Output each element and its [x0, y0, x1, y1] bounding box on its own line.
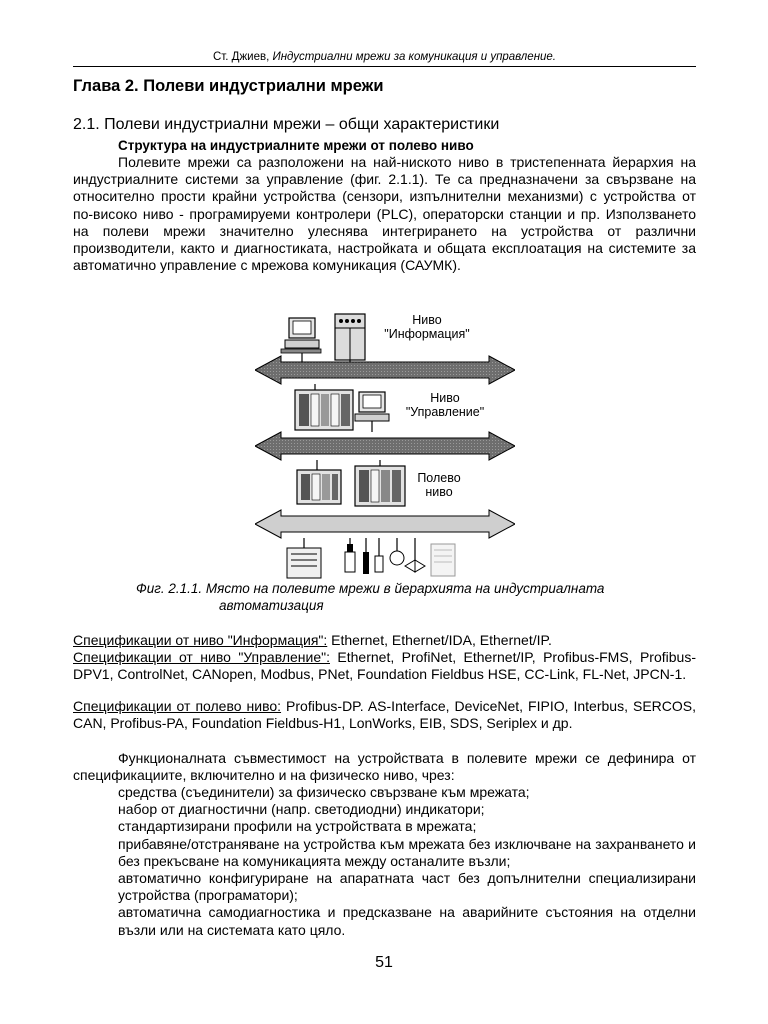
network-hierarchy-figure	[255, 308, 515, 580]
caption-line1: Фиг. 2.1.1. Място на полевите мрежи в йерархията на индустриалната	[136, 581, 605, 596]
header-book-title: Индустриални мрежи за комуникация и управление.	[272, 51, 557, 63]
list-item: прибавяне/отстраняване на устройства към мрежата без изключване на захранването и без прекъсване на комуникацията между останалите възли;	[118, 835, 696, 869]
section-title: 2.1. Полеви индустриални мрежи – общи характеристики	[73, 116, 500, 133]
spec-info-label: Спецификации от ниво "Информация":	[73, 632, 328, 648]
list-item: стандартизирани профили на устройствата в мрежата;	[118, 818, 477, 835]
pc-workstation-icon	[281, 318, 321, 364]
plc-rack-icon	[295, 384, 353, 430]
list-item: набор от диагностични (напр. светодиодни) индикатори;	[118, 801, 485, 818]
information-bus-arrow	[255, 356, 515, 384]
spec-control-label: Спецификации от ниво "Управление":	[73, 649, 330, 665]
field-panel-icon	[431, 544, 455, 576]
chapter-title: Глава 2. Полеви индустриални мрежи	[73, 77, 384, 95]
header-rule	[73, 66, 696, 67]
subheading: Структура на индустриалните мрежи от полево ниво	[118, 138, 474, 153]
page-number: 51	[375, 954, 393, 971]
spec-control-text: Ethernet, ProfiNet, Ethernet/IP, Profibus-FMS, Profibus-DPV1, ControlNet, CANopen, Modbus, PNet, Foundation Fieldbus HSE, CC-Link, FL-Net, JPCN-1.	[73, 649, 696, 683]
level-field-line2: ниво	[425, 485, 453, 499]
list-item: средства (съединители) за физическо свързване към мрежата;	[118, 784, 530, 800]
sensor-icon	[345, 538, 355, 572]
running-header	[73, 51, 696, 63]
level-info-line2: "Информация"	[384, 327, 470, 341]
level-control-line2: "Управление"	[405, 405, 485, 419]
spec-field	[73, 698, 696, 732]
hierarchy-diagram	[255, 308, 515, 580]
list-item: автоматично конфигуриране на апаратната част без допълнителни специализирани устройства (програматори);	[118, 870, 696, 904]
level-field-line1: Полево	[417, 471, 461, 485]
valve-icon	[405, 538, 425, 572]
features-list	[118, 784, 696, 939]
field-io-module-icon	[287, 538, 321, 578]
plc-controller-icon	[355, 460, 405, 506]
control-bus-arrow	[255, 432, 515, 460]
server-cabinet-icon	[335, 314, 365, 364]
list-item: автоматична самодиагностика и предсказване на аварийните състояния на отделни възли или на системата като цяло.	[118, 904, 696, 938]
intro-paragraph: Полевите мрежи са разположени на най-ниското ниво в тристепенната йерархия на индустриалните системи за управление (фиг. 2.1.1). Те са предназначени за свързване на относително прости крайни устройства (сензори, изпълнителни механизми) с устройства от по-високо ниво - програмируеми контролери (PLC), операторски станции и пр. Използването на полеви мрежи значително улеснява интегрирането на устройства от различни производители, както и диагностиката, настройката и общата експлоатация на системите за автоматично управление с мрежова комуникация (САУМК).	[73, 154, 696, 274]
compat-paragraph: Функционалната съвместимост на устройствата в полевите мрежи се дефинира от спецификациите, включително и на физическо ниво, чрез:	[73, 750, 696, 784]
figure-caption	[136, 581, 696, 614]
level-control-line1: Ниво	[430, 391, 460, 405]
field-bus-arrow	[255, 510, 515, 538]
caption-line2: автоматизация	[219, 597, 324, 613]
actuator-icon	[375, 538, 383, 572]
motor-icon	[390, 538, 404, 565]
transmitter-icon	[363, 538, 369, 574]
spec-field-label: Спецификации от полево ниво:	[73, 698, 282, 714]
header-author: Ст. Джиев,	[212, 51, 273, 63]
spec-info	[73, 632, 696, 649]
spec-info-text: Ethernet, Ethernet/IDA, Ethernet/IP.	[327, 632, 552, 648]
level-info-line1: Ниво	[412, 313, 442, 327]
spec-control	[73, 649, 696, 683]
operator-station-icon	[355, 392, 389, 432]
spec-field-text: Profibus-DP. AS-Interface, DeviceNet, FIPIO, Interbus, SERCOS, CAN, Profibus-PA, Foundation Fieldbus-H1, LonWorks, EIB, SDS, Seriplex и др.	[73, 698, 696, 732]
field-controller-icon	[297, 460, 341, 504]
